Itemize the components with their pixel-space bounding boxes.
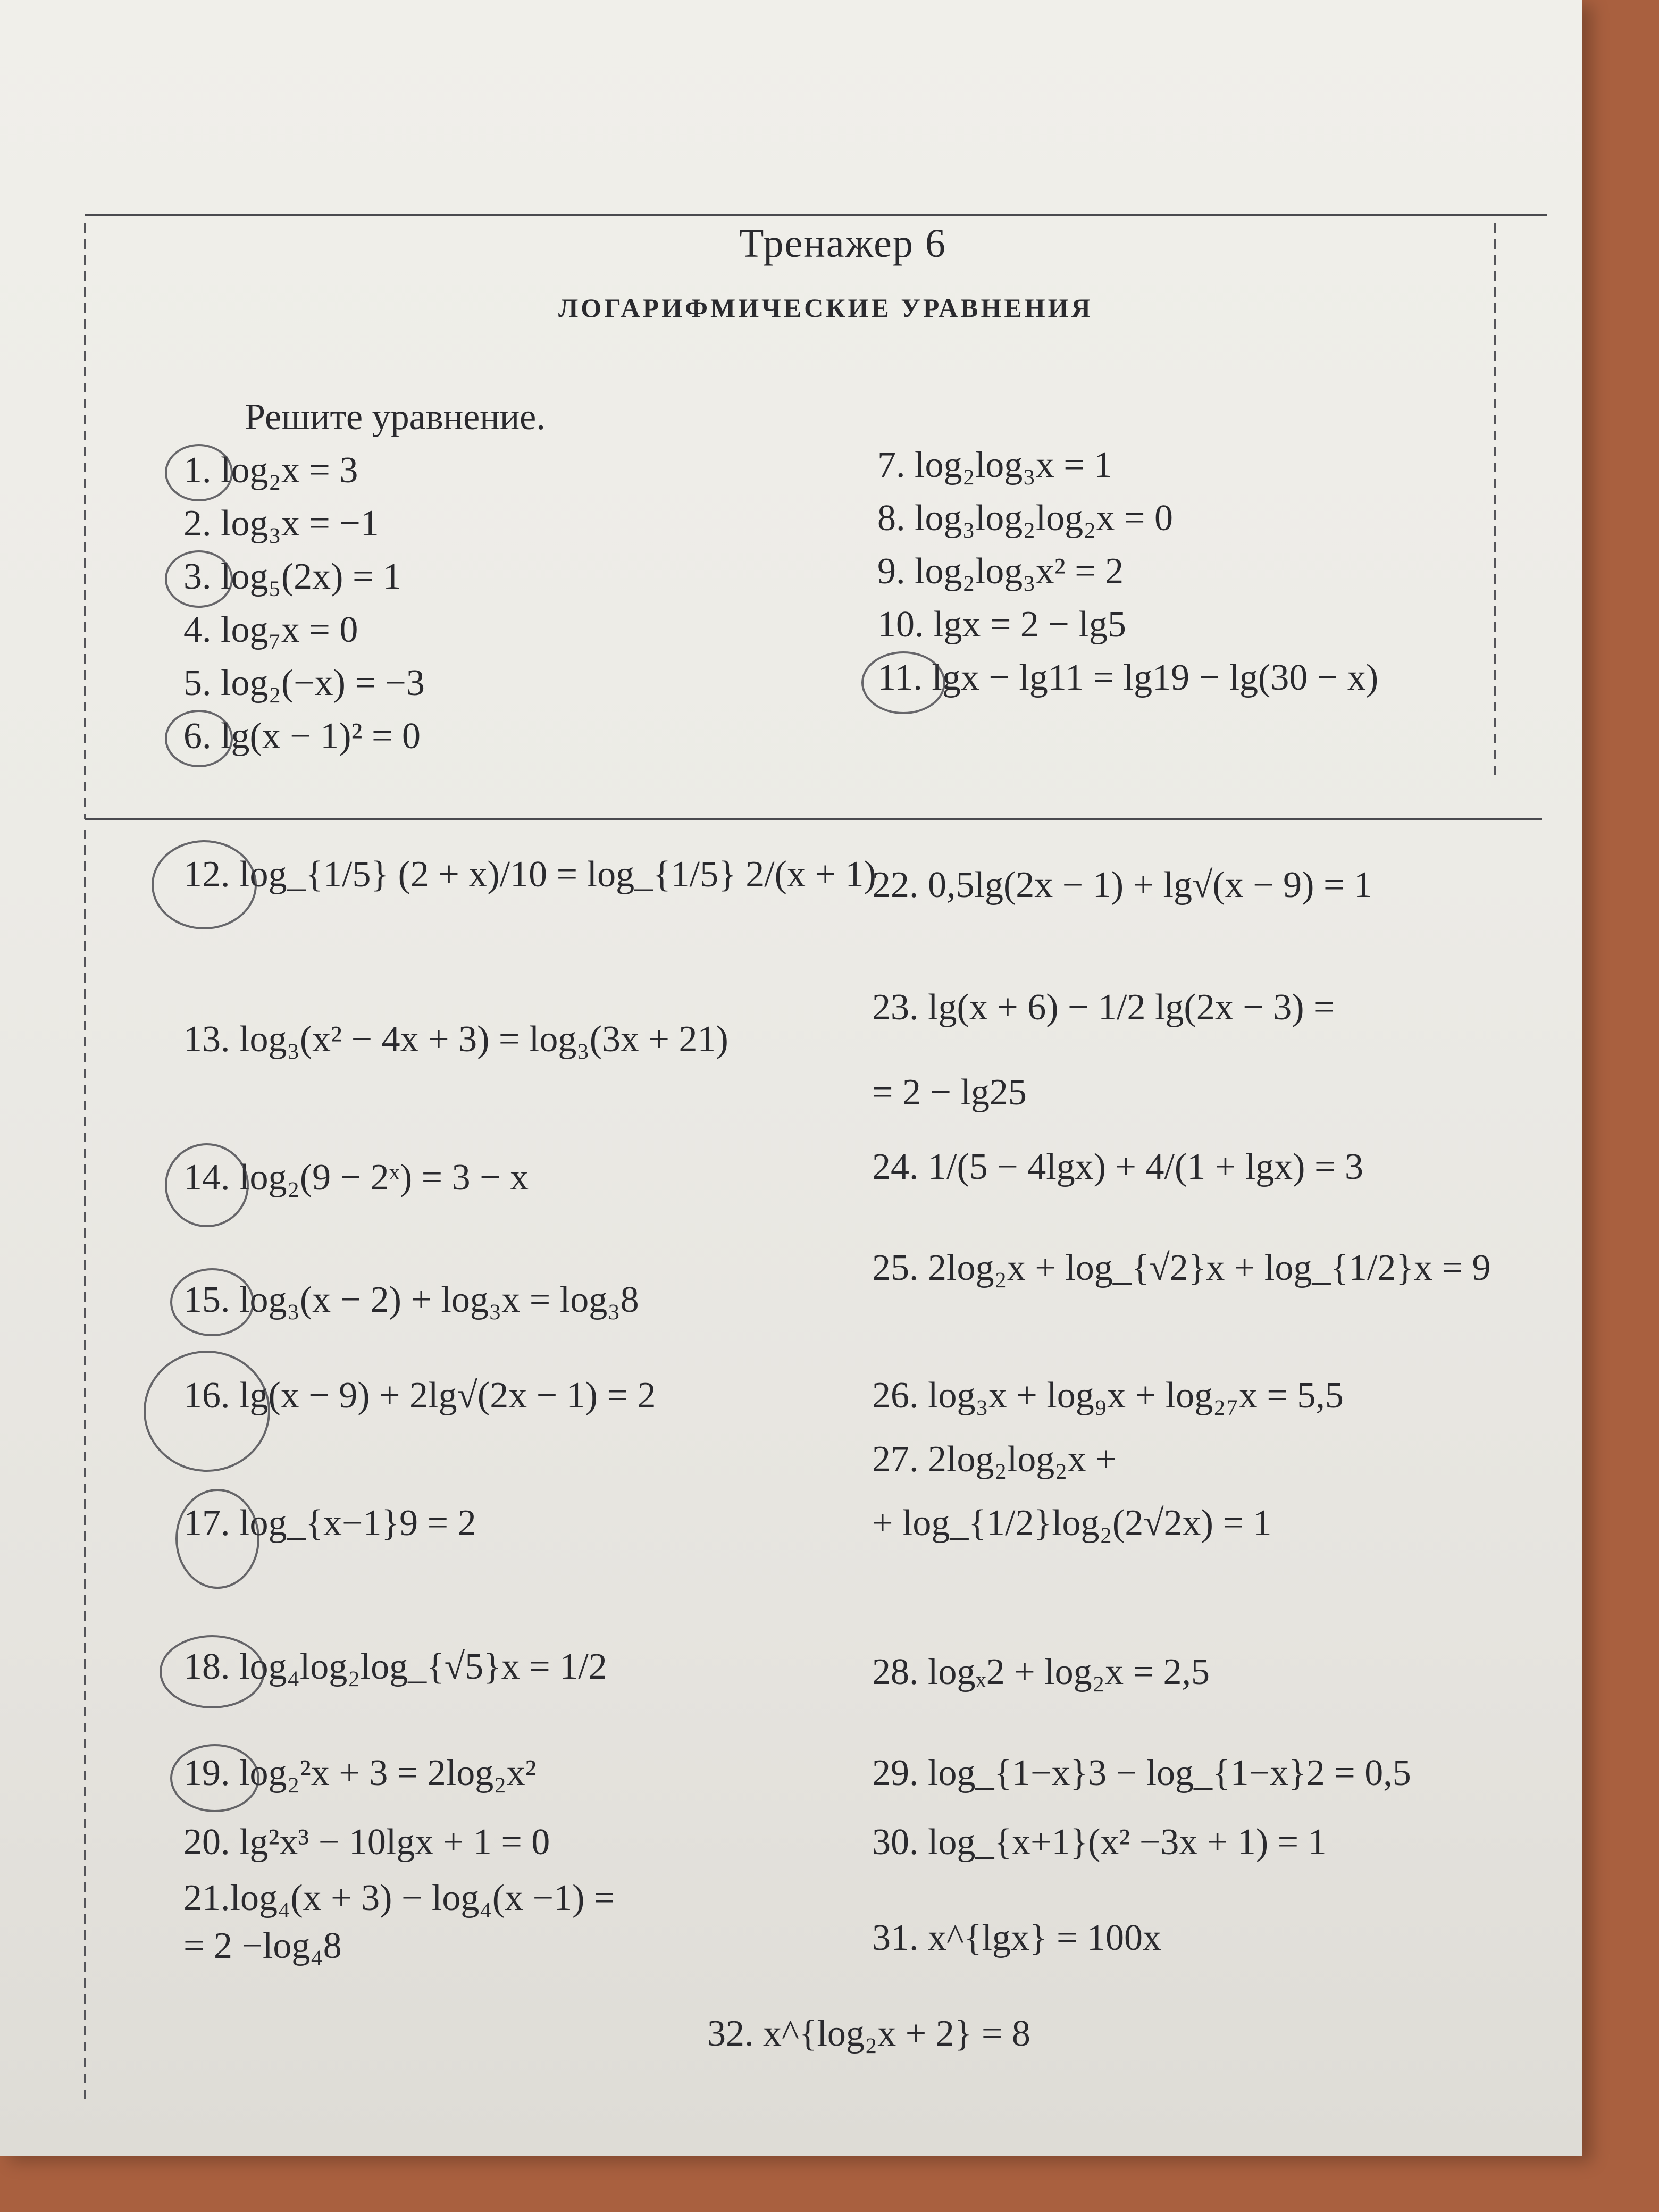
pencil-circle-6: [165, 710, 233, 767]
problem-12: 12. log_{1/5} (2 + x)/10 = log_{1/5} 2/(x + 1): [183, 854, 876, 895]
problem-26: 26. log₃x + log₉x + log₂₇x = 5,5: [872, 1375, 1344, 1416]
left-dashed-border: [84, 223, 86, 819]
problem-6: 6. lg(x − 1)² = 0: [183, 716, 421, 757]
problem-5: 5. log₂(−x) = −3: [183, 663, 425, 703]
problem-17: 17. log_{x−1}9 = 2: [183, 1503, 476, 1544]
problem-15: 15. log₃(x − 2) + log₃x = log₃8: [183, 1279, 639, 1320]
problem-1: 1. log₂x = 3: [183, 450, 358, 491]
problem-23-line2: = 2 − lg25: [872, 1072, 1027, 1113]
problem-18: 18. log₄log₂log_{√5}x = 1/2: [183, 1646, 607, 1687]
problem-10: 10. lgx = 2 − lg5: [877, 604, 1126, 645]
problem-25: 25. 2log₂x + log_{√2}x + log_{1/2}x = 9: [872, 1247, 1491, 1288]
problem-3: 3. log₅(2x) = 1: [183, 556, 401, 597]
pencil-circle-12: [152, 840, 257, 929]
pencil-circle-19: [170, 1744, 259, 1812]
problem-9: 9. log₂log₃x² = 2: [877, 551, 1124, 592]
problem-19: 19. log₂²x + 3 = 2log₂x²: [183, 1753, 537, 1794]
problem-32: 32. x^{log₂x + 2} = 8: [707, 2013, 1030, 2054]
problem-2: 2. log₃x = −1: [183, 503, 379, 544]
problem-27-line2: + log_{1/2}log₂(2√2x) = 1: [872, 1503, 1272, 1544]
problem-7: 7. log₂log₃x = 1: [877, 445, 1113, 485]
pencil-circle-1: [165, 444, 233, 501]
problem-16: 16. lg(x − 9) + 2lg√(2x − 1) = 2: [183, 1375, 656, 1416]
right-dashed-border: [1494, 223, 1496, 782]
problem-30: 30. log_{x+1}(x² −3x + 1) = 1: [872, 1822, 1327, 1863]
worksheet-subtitle: ЛОГАРИФМИЧЕСКИЕ УРАВНЕНИЯ: [558, 293, 1093, 323]
pencil-circle-11: [861, 651, 945, 714]
pencil-circle-17: [175, 1489, 259, 1589]
problem-4: 4. log₇x = 0: [183, 609, 358, 650]
instruction: Решите уравнение.: [245, 397, 546, 438]
top-rule: [85, 214, 1547, 216]
problem-21-line2: = 2 −log₄8: [183, 1925, 342, 1966]
worksheet-title: Тренажер 6: [739, 221, 946, 266]
pencil-circle-16: [144, 1351, 270, 1472]
pencil-circle-3: [165, 550, 233, 608]
problem-29: 29. log_{1−x}3 − log_{1−x}2 = 0,5: [872, 1753, 1411, 1794]
problem-11: 11. lgx − lg11 = lg19 − lg(30 − x): [877, 657, 1379, 698]
problem-14: 14. log₂(9 − 2ˣ) = 3 − x: [183, 1157, 529, 1198]
problem-31: 31. x^{lgx} = 100x: [872, 1917, 1161, 1958]
problem-8: 8. log₃log₂log₂x = 0: [877, 498, 1174, 539]
pencil-circle-14: [165, 1143, 249, 1227]
problem-28: 28. logₓ2 + log₂x = 2,5: [872, 1652, 1210, 1692]
problem-23-line1: 23. lg(x + 6) − 1/2 lg(2x − 3) =: [872, 987, 1335, 1028]
problem-22: 22. 0,5lg(2x − 1) + lg√(x − 9) = 1: [872, 865, 1372, 906]
problem-24: 24. 1/(5 − 4lgx) + 4/(1 + lgx) = 3: [872, 1146, 1363, 1187]
problem-13: 13. log₃(x² − 4x + 3) = log₃(3x + 21): [183, 1019, 728, 1060]
pencil-circle-18: [160, 1635, 265, 1708]
lower-left-border: [84, 830, 86, 2106]
problem-21-line1: 21.log₄(x + 3) − log₄(x −1) =: [183, 1878, 615, 1918]
middle-rule: [85, 818, 1542, 820]
problem-27-line1: 27. 2log₂log₂x +: [872, 1439, 1117, 1480]
pencil-circle-15: [170, 1268, 254, 1336]
problem-20: 20. lg²x³ − 10lgx + 1 = 0: [183, 1822, 550, 1863]
